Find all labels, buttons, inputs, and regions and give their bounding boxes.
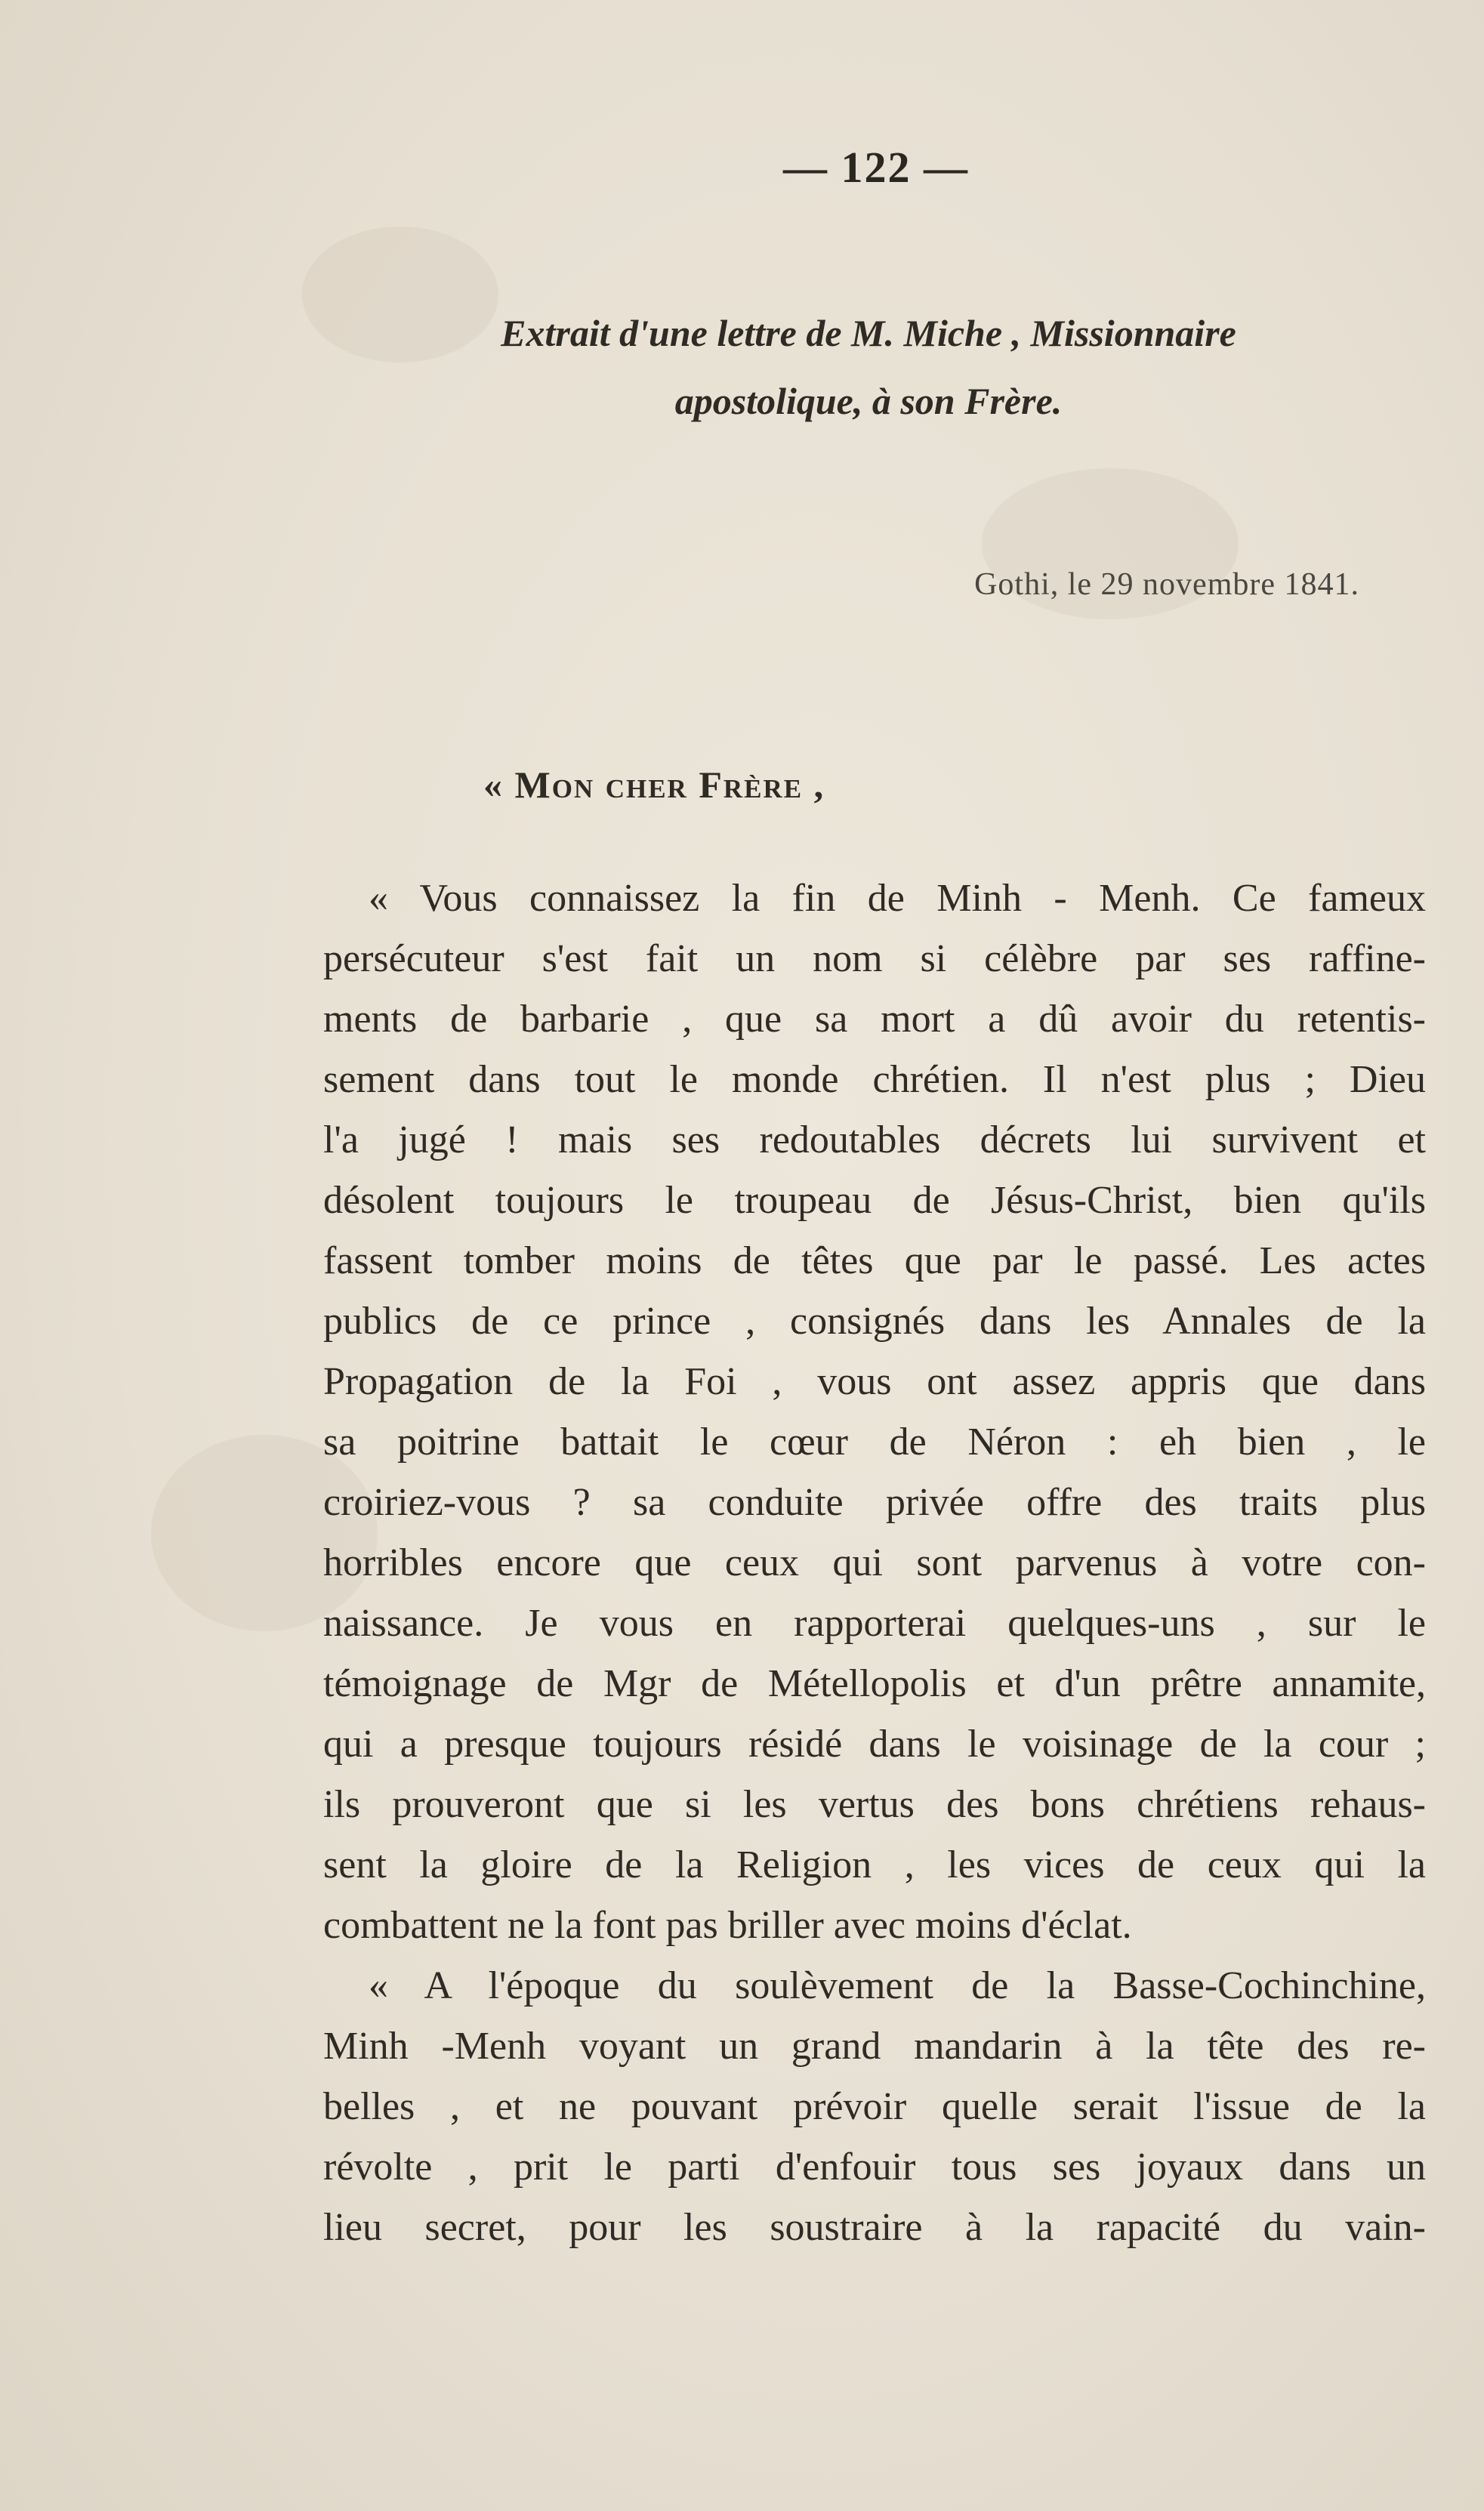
body-line: sent la gloire de la Religion , les vices de ceux qui la (323, 1843, 1426, 1886)
body-line: publics de ce prince , consignés dans les Annales de la (323, 1300, 1426, 1343)
body-line: fassent tomber moins de têtes que par le passé. Les actes (323, 1239, 1426, 1282)
body-line: belles , et ne pouvant prévoir quelle serait l'issue de la (323, 2085, 1426, 2128)
body-line: sa poitrine battait le cœur de Néron : eh bien , le (323, 1421, 1426, 1464)
body-line: désolent toujours le troupeau de Jésus-Christ, bien qu'ils (323, 1179, 1426, 1222)
body-line: témoignage de Mgr de Métellopolis et d'un prêtre annamite, (323, 1662, 1426, 1705)
body-line: horribles encore que ceux qui sont parvenus à votre con- (323, 1541, 1426, 1584)
body-text (323, 868, 1426, 2258)
body-line: croiriez-vous ? sa conduite privée offre des traits plus (323, 1481, 1426, 1524)
dateline: Gothi, le 29 novembre 1841. (974, 567, 1359, 602)
body-line: qui a presque toujours résidé dans le voisinage de la cour ; (323, 1723, 1426, 1766)
heading-line-2: apostolique, à son Frère. (674, 380, 1063, 422)
body-line: sement dans tout le monde chrétien. Il n'est plus ; Dieu (323, 1058, 1426, 1101)
body-line: révolte , prit le parti d'enfouir tous ses joyaux dans un (323, 2145, 1426, 2189)
page-number: — 122 — (783, 143, 969, 192)
salutation-text: Mon cher Frère , (514, 763, 825, 806)
body-line: l'a jugé ! mais ses redoutables décrets lui survivent et (323, 1118, 1426, 1161)
body-line: ils prouveront que si les vertus des bons chrétiens rehaus- (323, 1783, 1426, 1826)
body-line: « Vous connaissez la fin de Minh - Menh. Ce fameux (369, 877, 1426, 920)
body-line: naissance. Je vous en rapporterai quelques-uns , sur le (323, 1602, 1426, 1645)
body-line: persécuteur s'est fait un nom si célèbre par ses raffine- (323, 937, 1426, 980)
heading-line-1: Extrait d'une lettre de M. Miche , Missionnaire (501, 312, 1236, 354)
body-line: « A l'époque du soulèvement de la Basse-Cochinchine, (369, 1964, 1426, 2007)
body-line: lieu secret, pour les soustraire à la rapacité du vain- (323, 2206, 1426, 2249)
body-line: Propagation de la Foi , vous ont assez appris que dans (323, 1360, 1426, 1403)
salutation-quote: « (483, 763, 504, 806)
letter-heading (287, 299, 1450, 435)
body-line: combattent ne la font pas briller avec moins d'éclat. (323, 1904, 1132, 1947)
body-line: ments de barbarie , que sa mort a dû avoir du retentis- (323, 998, 1426, 1041)
salutation (483, 763, 825, 807)
body-line: Minh -Menh voyant un grand mandarin à la tête des re- (323, 2025, 1426, 2068)
